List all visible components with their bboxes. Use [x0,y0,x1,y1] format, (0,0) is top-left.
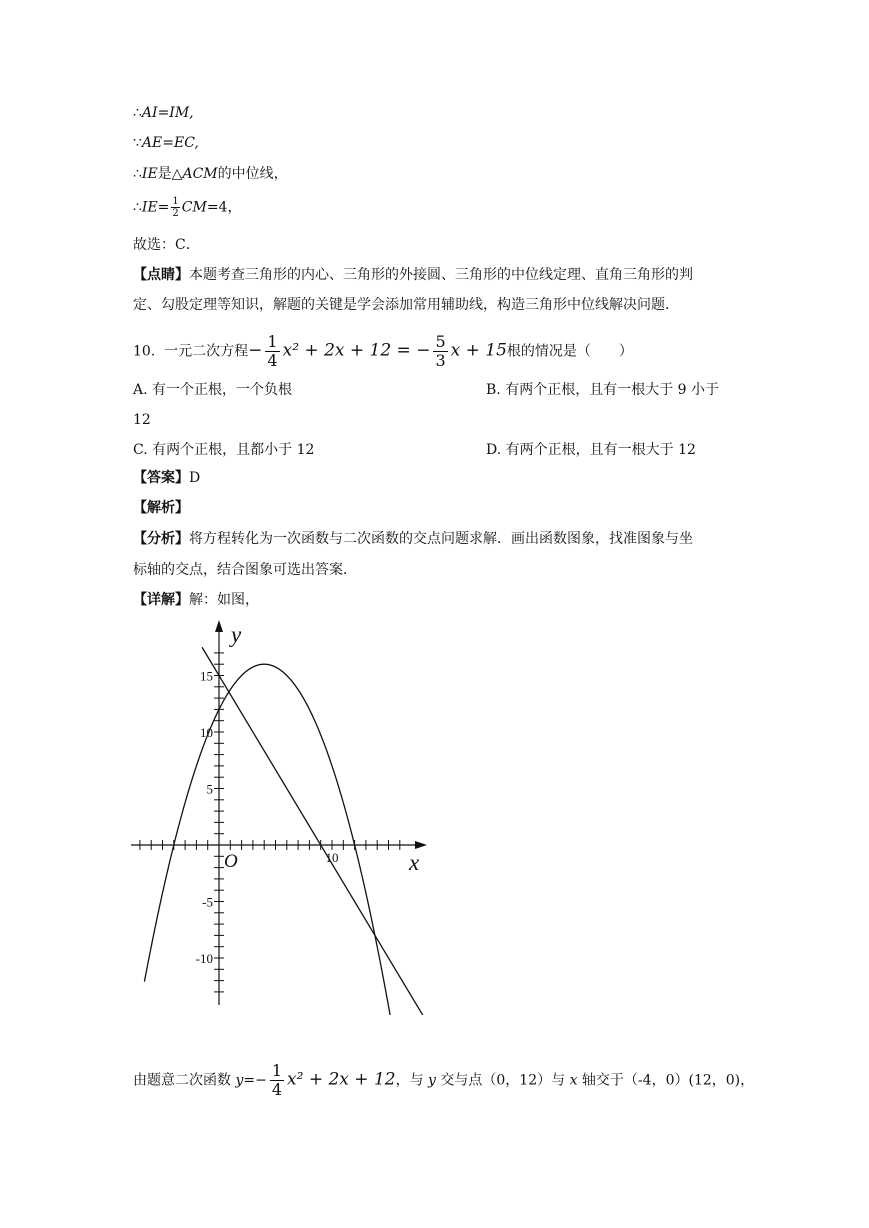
therefore-symbol: ∴ [133,166,142,182]
proof-var: ACM [182,166,218,182]
axis-ticks [140,653,400,992]
y-axis-arrow [215,620,223,632]
y-tick-label: 10 [200,725,213,740]
x-tick-label: 10 [325,850,339,865]
math-expression: x² + 2x + 12 = − [282,340,431,361]
y-tick-label: 5 [206,781,213,797]
proof-line-2 [133,134,199,152]
bottom-text: 轴交于（-4，0）(12，0)， [577,1072,755,1089]
comment-tag: 【点睛】 [133,267,189,283]
proof-text: 的中位线， [217,166,288,182]
origin-label: O [224,851,238,872]
detail-line [133,591,259,609]
x-axis-label: x [409,850,420,875]
because-symbol: ∵ [133,135,142,151]
option-b-continued: 12 [133,412,151,428]
bottom-var: y [428,1072,436,1089]
proof-var: IE= [141,199,170,216]
fenxi-text: 将方程转化为一次函数与二次函数的交点问题求解．画出函数图象，找准图象与坐 [189,531,693,547]
bottom-text: 交与点（0，12）与 [435,1072,570,1089]
option-b: B. 有两个正根，且有一根大于 9 小于 [486,382,719,398]
option-a: A. 有一个正根，一个负根 [133,382,293,398]
proof-var: IE [141,166,158,182]
fenxi-line-1 [133,530,693,548]
choose-line: 故选：C． [133,237,200,253]
function-graph [125,615,435,1015]
question-suffix: 根的情况是（ ） [506,343,633,360]
straight-line [202,647,429,1015]
therefore-symbol: ∴ [133,105,142,121]
proof-text: AE=EC, [141,135,199,151]
comment-text: 本题考查三角形的内心、三角形的外接圆、三角形的中位线定理、直角三角形的判 [189,267,693,283]
detail-tag: 【详解】 [133,592,189,608]
fenxi-tag: 【分析】 [133,531,189,547]
parabola-curve [144,664,396,1015]
bottom-text: =− [243,1072,267,1089]
answer-value: D [189,470,201,486]
proof-var: CM [181,199,207,216]
curves [144,647,429,1015]
proof-line-3 [133,165,288,183]
question-10 [133,333,633,370]
math-expression: x² + 2x + 12 [287,1069,396,1090]
comment-line-1 [133,266,693,284]
proof-text: 是△ [157,166,183,182]
bottom-line [133,1062,754,1099]
y-tick-label: -10 [195,951,213,966]
therefore-symbol: ∴ [133,199,142,216]
comment-line-2: 定、勾股定理等知识，解题的关键是学会添加常用辅助线，构造三角形中位线解决问题． [133,297,679,313]
bottom-text: ，与 [395,1072,429,1089]
fraction: $\frac{1}{4}$ [267,332,278,370]
analysis-tag [133,499,189,517]
bottom-var: x [569,1072,578,1089]
fraction: $\frac{1}{2}$ [172,196,179,219]
question-number: 10. [133,343,156,360]
math-expression: x + 15 [450,340,507,361]
math-sign: − [248,340,263,361]
fraction: $\frac{5}{3}$ [435,332,446,370]
analysis-label: 【解析】 [133,500,189,516]
y-axis-label: y [231,622,242,647]
bottom-var: y [235,1072,244,1089]
question-prefix: 一元二次方程 [164,343,249,360]
option-c: C. 有两个正根，且都小于 12 [133,442,315,458]
fenxi-line-2: 标轴的交点，结合图象可选出答案． [133,562,357,578]
answer-tag: 【答案】 [133,470,189,486]
axis-labels [196,622,420,966]
proof-line-4 [133,196,241,219]
option-d: D. 有两个正根，且有一根大于 12 [486,442,696,458]
answer-line [133,469,200,487]
x-axis-arrow [415,841,427,849]
proof-text: =4， [206,199,242,216]
bottom-text: 由题意二次函数 [133,1072,236,1089]
y-tick-label: -5 [202,894,213,910]
y-tick-label: 15 [200,668,213,684]
fraction: $\frac{1}{4}$ [271,1061,283,1099]
proof-text: AI=IM, [141,105,194,121]
proof-line-1 [133,104,194,122]
detail-text: 解：如图， [189,592,259,608]
